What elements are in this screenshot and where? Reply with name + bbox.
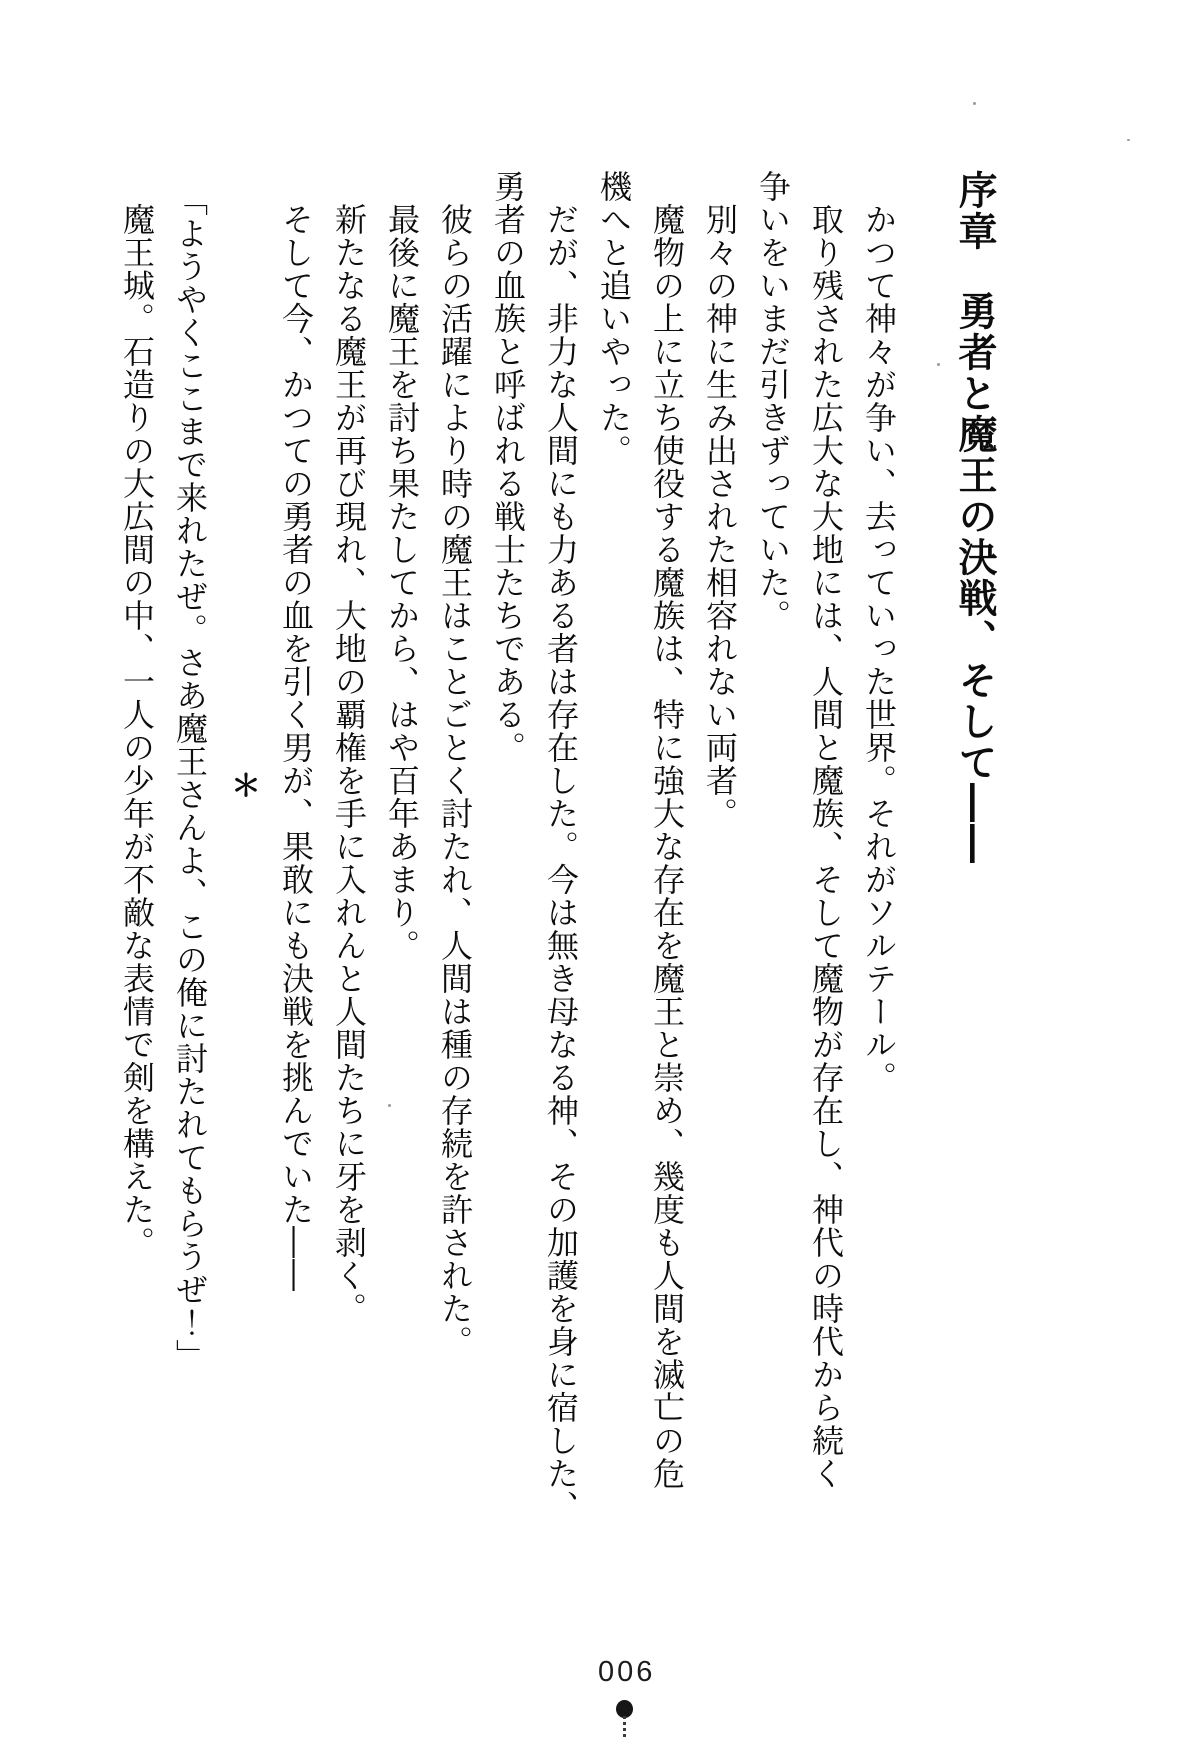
text-line: 「ようやくここまで来れたぜ。さあ魔王さんよ、この俺に討たれてもらうぜ！」	[171, 184, 209, 1372]
text-line: 機へと追いやった。	[595, 170, 633, 467]
chapter-title-line	[945, 170, 1005, 1522]
text-line: 彼らの活躍により時の魔王はことごとく討たれ、人間は種の存続を許された。	[436, 203, 474, 1358]
scan-speck	[1127, 139, 1130, 141]
text-line: 新たなる魔王が再び現れ、大地の覇権を手に入れんと人間たちに牙を剥く。	[330, 203, 368, 1325]
text-line: 別々の神に生み出された相容れない両者。	[701, 203, 739, 830]
text-line: かつて神々が争い、去っていった世界。それがソルテール。	[860, 203, 898, 1094]
binding-dotted-tail	[623, 1716, 626, 1737]
text-line: 取り残された広大な大地には、人間と魔族、そして魔物が存在し、神代の時代から続く	[807, 203, 845, 1490]
text-line: だが、非力な人間にも力ある者は存在した。今は無き母なる神、その加護を身に宿した、	[542, 203, 580, 1523]
text-line: 争いをいまだ引きずっていた。	[754, 170, 792, 632]
scan-speck	[937, 363, 940, 366]
chapter-title-text: 勇者と魔王の決戦、そして――	[952, 291, 998, 865]
text-line: ＊	[225, 769, 260, 801]
text-line: そして今、かつての勇者の血を引く男が、果敢にも決戦を挑んでいた――	[277, 203, 315, 1292]
page-number: 006	[598, 1656, 656, 1688]
text-line: 最後に魔王を討ち果たしてから、はや百年あまり。	[383, 203, 421, 962]
chapter-label: 序章	[952, 170, 998, 252]
scan-speck	[388, 1104, 391, 1107]
text-line: 魔王城。石造りの大広間の中、一人の少年が不敵な表情で剣を構えた。	[118, 203, 156, 1259]
vertical-text-block	[110, 170, 1047, 1522]
text-line: 勇者の血族と呼ばれる戦士たちである。	[489, 170, 527, 764]
text-line: 魔物の上に立ち使役する魔族は、特に強大な存在を魔王と崇め、幾度も人間を滅亡の危	[648, 203, 686, 1490]
scan-speck	[973, 102, 976, 105]
